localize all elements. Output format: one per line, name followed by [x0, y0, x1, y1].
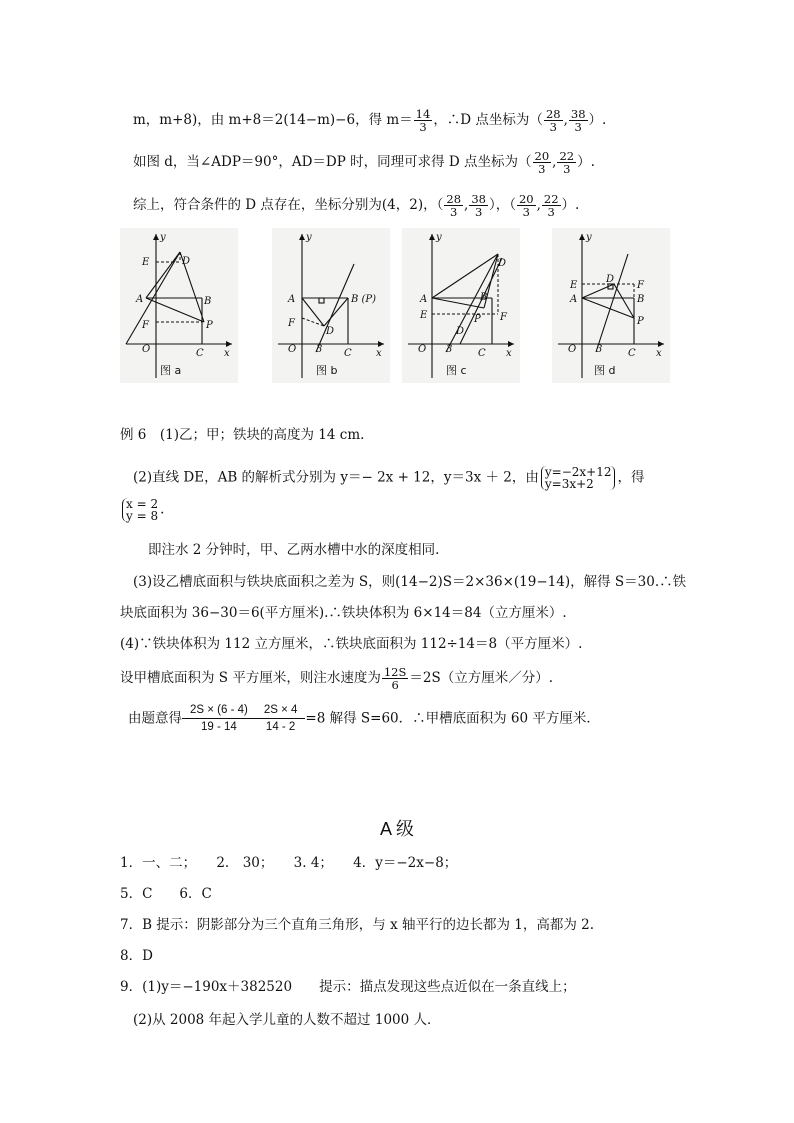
- answer-7: 7．B 提示：阴影部分为三个直角三角形，与 x 轴平行的边长都为 1，高都为 2.: [120, 917, 595, 933]
- svg-text:C: C: [628, 348, 636, 359]
- svg-text:F: F: [637, 280, 644, 291]
- answer-9-2: (2)从 2008 年起入学儿童的人数不超过 1000 人．: [133, 1012, 441, 1028]
- svg-text:y: y: [436, 232, 442, 243]
- svg-text:O: O: [418, 344, 427, 355]
- answer-5-6: 5．C 6．C: [120, 886, 212, 902]
- text-line-2: 如图 d，当∠ADP＝90°，AD＝DP 时，同理可求得 D 点坐标为（ $\frac{20}{3}$ , $\frac{22}{3}$ ）.: [133, 149, 595, 176]
- svg-text:D: D: [182, 256, 191, 267]
- svg-text:D: D: [456, 326, 465, 337]
- svg-text:C: C: [196, 348, 204, 359]
- svg-text:x: x: [656, 348, 662, 359]
- answer-1-4: 1．一、二； 2. 30； 3. 4； 4．y＝−2x−8；: [120, 855, 458, 871]
- svg-text:D: D: [498, 258, 507, 269]
- svg-text:B (P): B (P): [351, 294, 377, 305]
- svg-text:A: A: [136, 294, 144, 305]
- svg-text:x: x: [224, 348, 230, 359]
- svg-text:y: y: [160, 232, 166, 243]
- svg-text:图 b: 图 b: [316, 364, 338, 377]
- example6-line-1: 例 6 (1)乙；甲；铁块的高度为 14 cm.: [120, 427, 365, 443]
- svg-text:E: E: [142, 257, 150, 268]
- svg-text:E: E: [570, 280, 578, 291]
- fraction: $\frac{38}{3}$: [471, 192, 486, 219]
- fraction: $\frac{22}{3}$: [543, 192, 559, 219]
- example6-line-5: (3)设乙槽底面积与铁块底面积之差为 S，则(14−2)S＝2×36×(19−14)，解得 S＝30.∴铁: [133, 574, 687, 590]
- svg-text:B: B: [480, 292, 488, 303]
- svg-text:C: C: [478, 348, 486, 359]
- fraction: $\frac{22}{3}$: [559, 149, 575, 176]
- section-heading: A 级: [379, 819, 414, 839]
- svg-text:3: 3: [316, 344, 323, 355]
- example6-line-3: x = 2 y = 8 .: [120, 498, 164, 522]
- example6-line-8: 设甲槽底面积为 S 平方厘米，则注水速度为 $\frac{12S}{6}$ ＝2S（立方厘米／分）.: [120, 665, 553, 692]
- svg-text:A: A: [570, 294, 578, 305]
- example6-line-9: 由题意得 $\frac{2S \times (6 - 4)}{19 - 14}$ $\frac{2S \times 4}{14 - 2}$ =8 解得 S=60．∴甲槽底面积为 60 平方厘米．: [128, 704, 600, 733]
- fraction: $\frac{14}{3}$: [415, 107, 431, 134]
- answer-8: 8．D: [120, 948, 153, 964]
- svg-text:P: P: [474, 314, 481, 325]
- figure-d: [552, 228, 670, 383]
- figure-b: [272, 228, 390, 383]
- fraction: $\frac{12S}{6}$: [383, 665, 407, 692]
- svg-text:y: y: [586, 232, 592, 243]
- svg-text:O: O: [288, 344, 297, 355]
- svg-text:O: O: [142, 344, 151, 355]
- svg-text:3: 3: [596, 344, 603, 355]
- svg-text:C: C: [344, 348, 352, 359]
- svg-text:A: A: [420, 294, 428, 305]
- svg-text:E: E: [420, 310, 428, 321]
- fraction: $\frac{28}{3}$: [446, 192, 462, 219]
- answer-9-1: 9．(1)y＝−190x＋382520 提示：描点发现这些点近似在一条直线上；: [120, 979, 576, 995]
- svg-text:B: B: [637, 294, 645, 305]
- svg-text:O: O: [568, 344, 577, 355]
- svg-text:F: F: [500, 312, 507, 323]
- svg-text:P: P: [637, 316, 644, 327]
- fraction: $\frac{38}{3}$: [570, 107, 586, 134]
- example6-line-2: (2)直线 DE，AB 的解析式分别为 y＝− 2x + 12，y＝3x ＋ 2，由 y=−2x+12 y=3x+2 ，得: [133, 465, 645, 491]
- solution-system: x = 2 y = 8: [122, 498, 158, 522]
- svg-text:F: F: [288, 318, 295, 329]
- example6-line-6: 块底面积为 36−30＝6(平方厘米).∴铁块体积为 6×14＝84（立方厘米）.: [120, 605, 567, 621]
- text-line-1: m，m+8)，由 m+8＝2(14−m)−6，得 m＝ $\frac{14}{3}$ ，∴D 点坐标为（ $\frac{28}{3}$ , $\frac{38}{3}$ ）.: [133, 107, 607, 134]
- svg-text:x: x: [376, 348, 382, 359]
- equation-system: y=−2x+12 y=3x+2: [541, 466, 616, 490]
- svg-text:图 d: 图 d: [594, 364, 616, 377]
- svg-text:图 a: 图 a: [160, 364, 182, 377]
- example6-line-7: (4)∵铁块体积为 112 立方厘米，∴铁块底面积为 112÷14＝8（平方厘米）.: [120, 636, 583, 652]
- text-line-3: 综上，符合条件的 D 点存在，坐标分别为(4，2)，（ $\frac{28}{3}$ , $\frac{38}{3}$ ），（ $\frac{20}{3}$ , $\frac{22}{3}$ ）.: [133, 192, 580, 219]
- fraction: $\frac{20}{3}$: [534, 149, 550, 176]
- figure-a: [120, 228, 238, 383]
- example6-line-4: 即注水 2 分钟时，甲、乙两水槽中水的深度相同.: [148, 542, 440, 558]
- svg-text:B: B: [204, 296, 212, 307]
- svg-text:P: P: [206, 320, 213, 331]
- fraction: $\frac{20}{3}$: [518, 192, 534, 219]
- svg-text:y: y: [306, 232, 312, 243]
- svg-text:图 c: 图 c: [446, 364, 467, 377]
- fraction: $\frac{28}{3}$: [545, 107, 561, 134]
- svg-text:x: x: [506, 348, 512, 359]
- svg-text:D: D: [326, 326, 335, 337]
- figure-c: [402, 228, 520, 383]
- svg-text:F: F: [142, 320, 149, 331]
- fraction: $\frac{2S \times (6 - 4)}{19 - 14}$: [182, 704, 256, 734]
- svg-text:D: D: [606, 274, 615, 285]
- svg-text:A: A: [288, 294, 296, 305]
- fraction: $\frac{2S \times 4}{14 - 2}$: [256, 704, 306, 734]
- svg-text:3: 3: [446, 344, 453, 355]
